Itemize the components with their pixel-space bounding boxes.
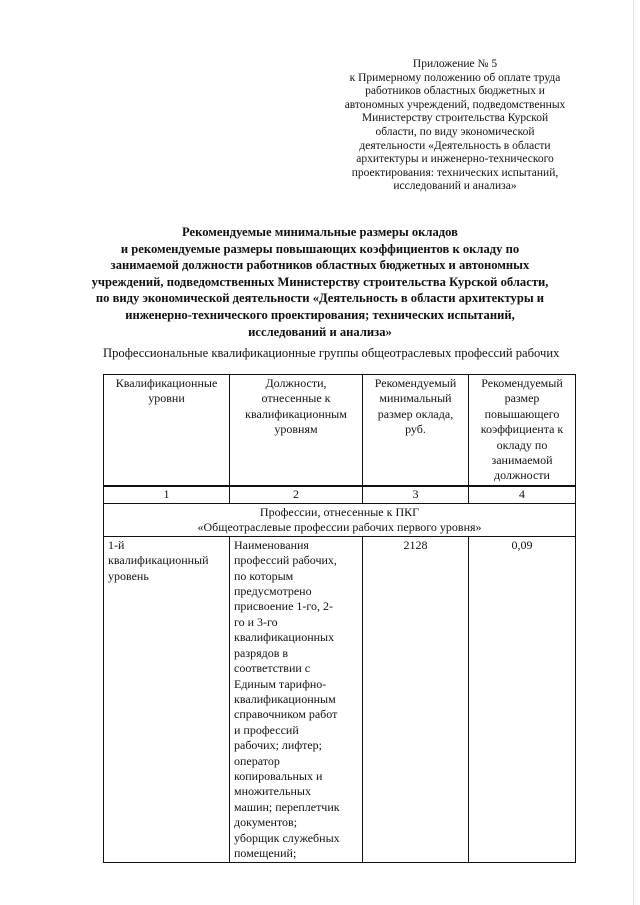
- table-header-row: [104, 375, 576, 486]
- title-line: и рекомендуемые размеры повышающих коэффициентов к окладу по: [120, 241, 520, 256]
- title-line: инженерно-технического проектирования; технических испытаний,: [125, 307, 515, 322]
- section-subtitle: Профессиональные квалификационные группы общеотраслевых профессий рабочих: [103, 346, 560, 360]
- title-line: Рекомендуемые минимальные размеры окладов: [182, 225, 458, 239]
- salary-table: [103, 374, 576, 863]
- column-number: 3: [363, 486, 469, 504]
- column-number: 4: [469, 486, 576, 504]
- appendix-line: Приложение № 5: [412, 58, 498, 70]
- title-line: занимаемой должности работников областных бюджетных и автономных: [110, 258, 530, 273]
- document-title: [90, 224, 550, 340]
- column-number-row: [104, 486, 576, 504]
- appendix-line: исследований и анализа»: [393, 180, 517, 193]
- column-number: 1: [104, 486, 230, 504]
- table-row: [104, 536, 576, 863]
- title-line: по виду экономической деятельности «Деятельность в области архитектуры и: [95, 291, 545, 306]
- group-heading-row: [104, 503, 576, 536]
- appendix-line: к Примерному положению об оплате труда: [349, 71, 561, 84]
- appendix-line: деятельности «Деятельность в области: [359, 139, 551, 152]
- header-coefficient: Рекомендуемый размер повышающего коэффициента к окладу по занимаемой должности: [469, 375, 576, 486]
- cell-level: 1-й квалификационный уровень: [104, 536, 230, 863]
- title-line: исследований и анализа»: [248, 324, 392, 339]
- appendix-line: Министерству строительства Курской: [361, 112, 549, 125]
- appendix-line: работников областных бюджетных и: [365, 85, 545, 98]
- header-min-salary: Рекомендуемый минимальный размер оклада, руб.: [363, 375, 469, 486]
- header-qualification-levels: Квалификационные уровни: [104, 375, 230, 486]
- cell-coefficient: 0,09: [469, 536, 576, 863]
- title-line: учреждений, подведомственных Министерству строительства Курской области,: [91, 274, 549, 289]
- appendix-line: области, по виду экономической: [375, 125, 535, 138]
- appendix-line: архитектуры и инженерно-технического: [356, 153, 554, 166]
- scan-edge-line: [633, 0, 634, 905]
- column-number: 2: [230, 486, 363, 504]
- appendix-line: проектирования: технических испытаний,: [351, 166, 559, 179]
- group-heading: Профессии, отнесенные к ПКГ «Общеотраслевые профессии рабочих первого уровня»: [104, 503, 576, 536]
- appendix-line: автономных учреждений, подведомственных: [344, 98, 566, 111]
- appendix-note: [330, 58, 580, 194]
- header-positions: Должности, отнесенные к квалификационным уровням: [230, 375, 363, 486]
- cell-salary: 2128: [363, 536, 469, 863]
- cell-positions: Наименования профессий рабочих, по которым предусмотрено присвоение 1-го, 2- го и 3-го квалификационных разрядов в соответствии с Единым тарифно- квалификационным справочником работ и профессий рабочих; лифтер; оператор копировальных и множительных машин; переплетчик документов; уборщик служебных помещений;: [230, 536, 363, 863]
